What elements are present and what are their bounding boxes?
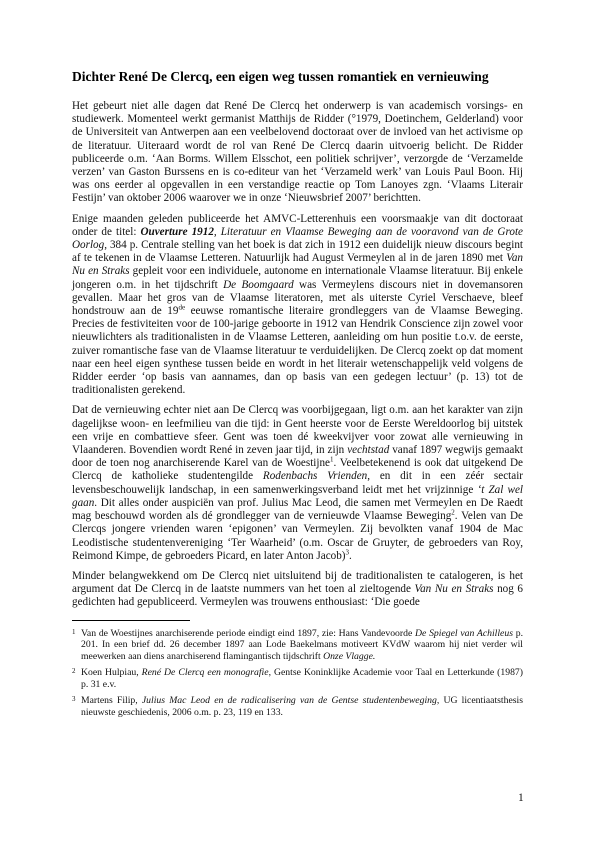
footnote-number: 1	[72, 627, 76, 636]
journal-de-boomgaard: De Boomgaard	[223, 278, 294, 291]
footnote-number: 3	[72, 695, 76, 704]
footnote-number: 2	[72, 667, 76, 676]
paragraph-3: Dat de vernieuwing echter niet aan De Clercq was voorbijgegaan, ligt o.m. aan het karakter van zijn dagelijkse woon- en leefmilieu van die tijd: in Gent heerste voor de Eerste Wereldoorlog bij uitstek een vrije en combattieve sfeer. Gent was toen dé kweekvijver voor zowat alle vernieuwing in Vlaanderen. Bovendien wordt René in zeven jaar tijd, in zijn vechtstad vanaf 1897 wegwijs gemaakt door de toen nog anarchiserende Karel van de Woestijne$^1$. Veelbetekenend is ook dat uitgekend De Clercq de katholieke studentengilde Rodenbachs Vrienden, en dit in een zéér sectair levensbeschouwelijk landschap, in een samenwerkingsverband leidt met het vrijzinnige ‘t Zal wel gaan. Dit alles onder auspiciën van prof. Julius Mac Leod, die samen met Vermeylen en De Raedt mag beschouwd worden als dé grondlegger van de vernieuwde Vlaamse Beweging$^2$. Velen van De Clercqs jongere vrienden waren ‘epigonen’ van Vermeylen. Zij bevolkten vanaf 1904 de Mac Leodistische studentenvereniging ‘Ter Waarheid’ (o.m. Oscar de Gruyter, de gebroeders van Roy, Reimond Kimpe, de gebroeders Picard, en later Anton Jacob)$^3$.	[72, 404, 524, 562]
footnote-text: Van de Woestijnes anarchiserende periode eindigt eind 1897, zie: Hans Vandevoorde De Spiegel van Achilleus p. 201. In een brief dd. 26 december 1897 aan Lode Baekelmans motiveert KVdW waarom hij niet verder wil meewerken aan diens anarchiserend flamingantisch tijdschrift Onze Vlagge.	[81, 627, 523, 662]
paragraph-1: Het gebeurt niet alle dagen dat René De Clercq het onderwerp is van academisch vorsings- en studiewerk. Momenteel werkt germanist Matthijs de Ridder (°1979, Doetinchem, Gelderland) voor de Universiteit van Antwerpen aan een veelbelovend doctoraat over de invloed van het activisme op de literatuur. Uiteraard wordt de rol van René De Clercq daarin uitvoerig belicht. De Ridder publiceerde o.m. ‘Aan Borms. Willem Elsschot, een politiek schrijver’, verzorgde de ‘Verzamelde verzen’ van Gaston Burssens en is co-editeur van het ‘Verzameld werk’ van Louis Paul Boon. Hij was ons eerder al opgevallen in een verstandige reactie op Tom Lanoyes zgn. ‘Vlaams Literair Festijn’ van oktober 2006 waarover we in onze ‘Nieuwsbrief 2007’ berichtten.	[72, 100, 523, 205]
article-title: Dichter René De Clercq, een eigen weg tussen romantiek en vernieuwing	[72, 69, 489, 84]
footnote-ref-1[interactable]: 1	[330, 455, 334, 464]
footnote-1	[72, 628, 523, 663]
footnote-text: Martens Filip, Julius Mac Leod en de radicalisering van de Gentse studentenbeweging, UG licentiaatsthesis nieuwste geschiedenis, 2006 o.m. p. 23, 119 en 133.	[81, 695, 523, 719]
footnote-ref-2[interactable]: 2	[451, 508, 455, 517]
journal-van-nu-en-straks: Van Nu en Straks	[72, 252, 523, 278]
footnotes	[72, 628, 523, 719]
footnote-separator	[72, 620, 190, 621]
book-title: Ouverture 1912	[140, 225, 214, 238]
footnote-ref-3[interactable]: 3	[345, 547, 349, 556]
paragraph-4: Minder belangwekkend om De Clercq niet uitsluitend bij de traditionalisten te catalogeren, is het argument dat De Clercq in de laatste nummers van het toen al zieltogende Van Nu en Straks nog 6 gedichten had gepubliceerd. Vermeylen was trouwens enthousiast: ‘Die goede	[72, 569, 523, 609]
footnote-2	[72, 667, 523, 690]
page-content	[72, 68, 523, 724]
footnote-3	[72, 695, 523, 718]
paragraph-2: Enige maanden geleden publiceerde het AMVC-Letterenhuis een voorsmaakje van dit doctoraat onder de titel: Ouverture 1912, Literatuur en Vlaamse Beweging aan de vooravond van de Grote Oorlog, 384 p. Centrale stelling van het boek is dat zich in 1912 een duidelijk nieuw discours begint af te tekenen in de Vlaamse Letteren. Natuurlijk had August Vermeylen al in de jaren 1890 met Van Nu en Straks gepleit voor een individuele, autonome en internationale Vlaamse literatuur. Bij enkele jongeren o.m. in het tijdschrift De Boomgaard was Vermeylens discours niet in dovemansoren gevallen. Maar het gros van de Vlaamse literatoren, met als uiterste Cyriel Verschaeve, bleef hondstrouw aan de 19de eeuwse romantische literaire grondleggers van de Vlaamse Beweging. Precies de festiviteiten voor de 100-jarige geboorte in 1912 van Hendrik Conscience zijn zowel voor nieuwlichters als traditionalisten in de Vlaamse Letteren, aanleiding om hun positie t.o.v. de eerste, zuiver romantische fase van de Vlaamse literatuur te verduidelijken. De Clercq zoekt op dat moment naar een heel eigen synthese tussen beide en wordt in het literair wetenschappelijk veld volgens de Ridder eerder ‘op basis van aannames, dan op basis van een gedegen lectuur’ (p. 13) tot de traditionalisten gerekend.	[72, 212, 523, 397]
book-subtitle: , Literatuur en Vlaamse Beweging aan de vooravond van de Grote Oorlog	[72, 225, 523, 252]
page-number: 1	[518, 792, 524, 804]
footnote-text: Koen Hulpiau, René De Clercq een monografie, Gentse Koninklijke Academie voor Taal en Letterkunde (1987) p. 31 e.v.	[81, 667, 523, 690]
